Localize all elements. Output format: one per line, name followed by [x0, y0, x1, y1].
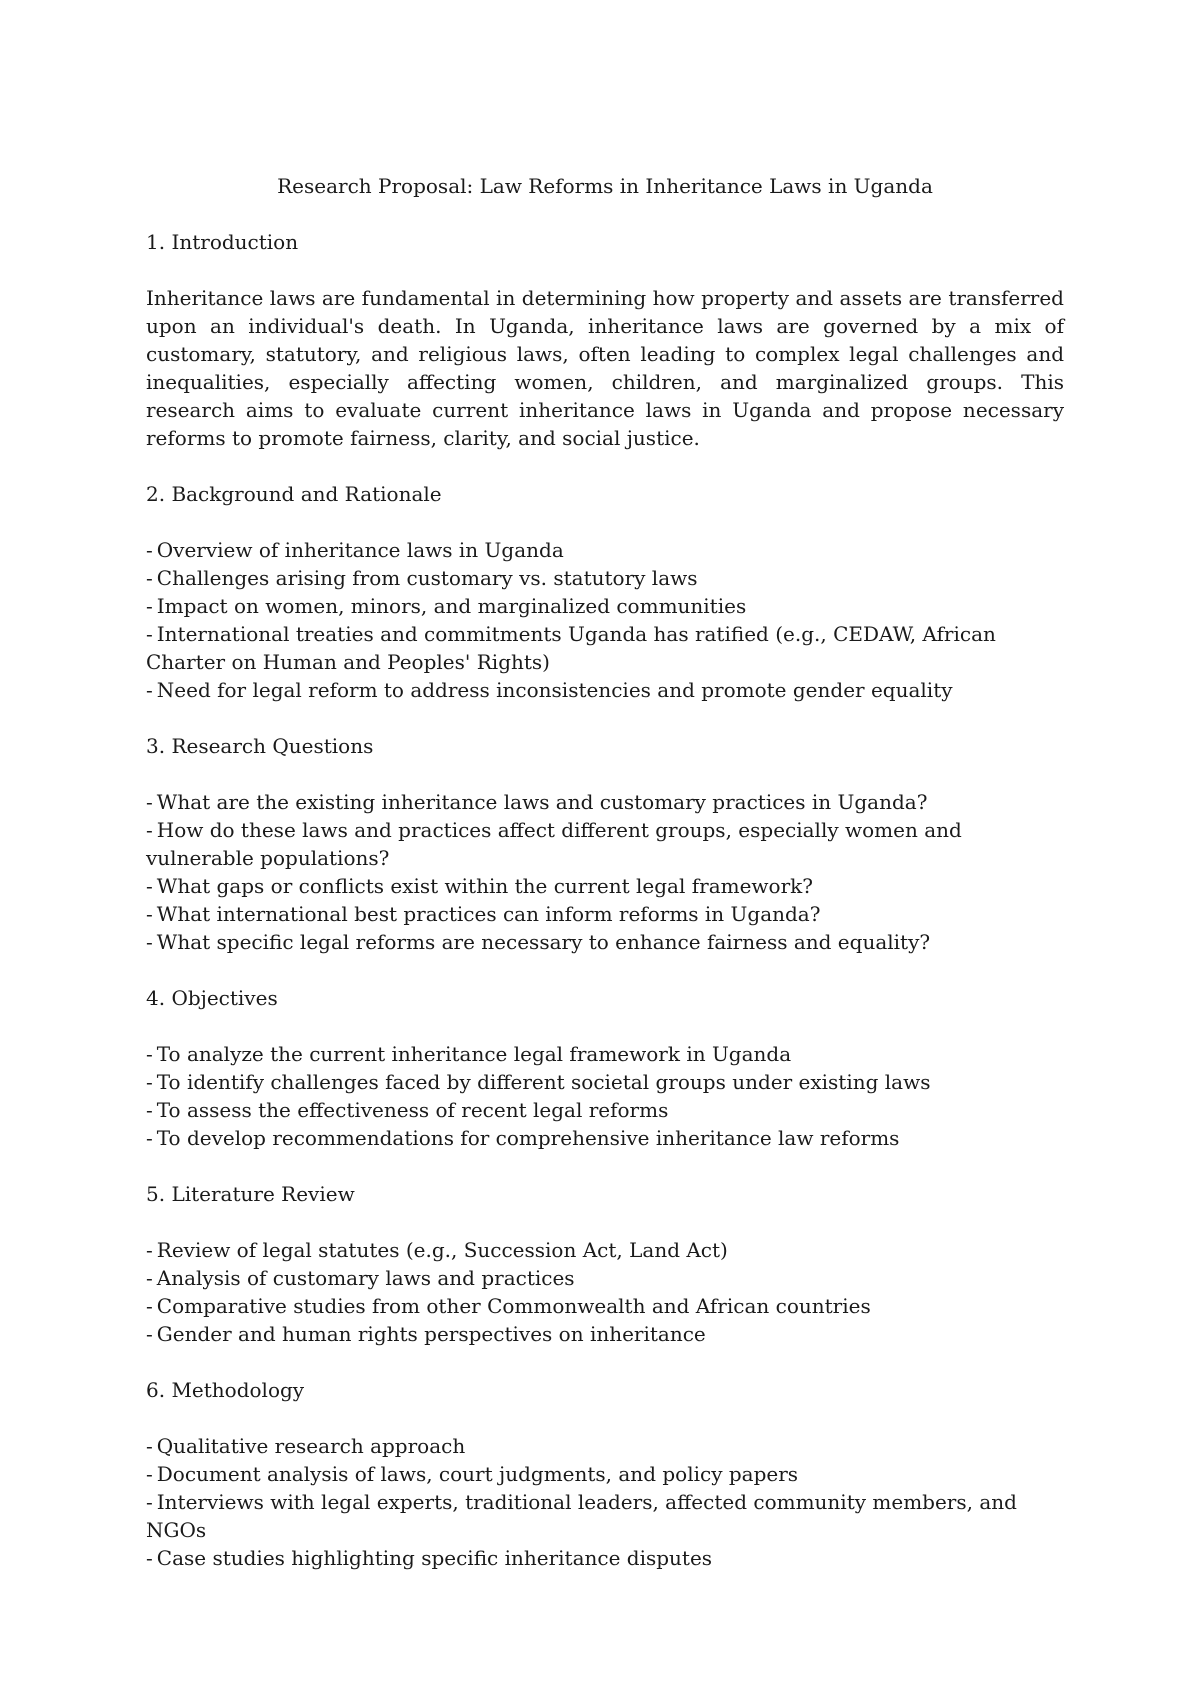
list-item: - To analyze the current inheritance legal framework in Uganda: [146, 1042, 792, 1066]
section-heading-objectives: 4. Objectives: [146, 986, 278, 1010]
methodology-list: [146, 1432, 1064, 1572]
list-item: - What are the existing inheritance laws and customary practices in Uganda?: [146, 790, 928, 814]
objectives-list: [146, 1040, 1064, 1152]
list-item: - Analysis of customary laws and practices: [146, 1266, 575, 1290]
list-item: - To develop recommendations for comprehensive inheritance law reforms: [146, 1126, 900, 1150]
list-item: - Case studies highlighting specific inheritance disputes: [146, 1546, 713, 1570]
list-item: - What gaps or conflicts exist within the current legal framework?: [146, 874, 813, 898]
list-item: - Document analysis of laws, court judgments, and policy papers: [146, 1462, 799, 1486]
list-item: - Challenges arising from customary vs. statutory laws: [146, 566, 698, 590]
list-item: - To assess the effectiveness of recent legal reforms: [146, 1098, 669, 1122]
list-item: - Impact on women, minors, and marginalized communities: [146, 594, 747, 618]
introduction-paragraph: Inheritance laws are fundamental in determining how property and assets are transferred upon an individual's death. In Uganda, inheritance laws are governed by a mix of customary, statutory, and religious laws, often leading to complex legal challenges and inequalities, especially affecting women, children, and marginalized groups. This research aims to evaluate current inheritance laws in Uganda and propose necessary reforms to promote fairness, clarity, and social justice.: [146, 286, 1064, 450]
section-heading-research-questions: 3. Research Questions: [146, 734, 374, 758]
section-heading-literature-review: 5. Literature Review: [146, 1182, 355, 1206]
section-heading-introduction: 1. Introduction: [146, 230, 299, 254]
list-item: - To identify challenges faced by different societal groups under existing laws: [146, 1070, 931, 1094]
literature-review-list: [146, 1236, 1064, 1348]
list-item: - Comparative studies from other Commonwealth and African countries: [146, 1294, 871, 1318]
list-item: - How do these laws and practices affect different groups, especially women and vulnerable populations?: [146, 818, 962, 870]
list-item: - International treaties and commitments Uganda has ratified (e.g., CEDAW, African Charter on Human and Peoples' Rights): [146, 622, 996, 674]
list-item: - Qualitative research approach: [146, 1434, 466, 1458]
research-questions-list: [146, 788, 1064, 956]
section-heading-methodology: 6. Methodology: [146, 1378, 305, 1402]
document-title: Research Proposal: Law Reforms in Inheritance Laws in Uganda: [277, 174, 933, 198]
list-item: - Interviews with legal experts, traditional leaders, affected community members, and NGOs: [146, 1490, 1017, 1542]
list-item: - What specific legal reforms are necessary to enhance fairness and equality?: [146, 930, 931, 954]
background-list: [146, 536, 1064, 704]
list-item: - What international best practices can inform reforms in Uganda?: [146, 902, 821, 926]
list-item: - Overview of inheritance laws in Uganda: [146, 538, 564, 562]
list-item: - Gender and human rights perspectives on inheritance: [146, 1322, 706, 1346]
section-heading-background: 2. Background and Rationale: [146, 482, 442, 506]
document-body: [146, 172, 1064, 1600]
list-item: - Need for legal reform to address inconsistencies and promote gender equality: [146, 678, 953, 702]
list-item: - Review of legal statutes (e.g., Succession Act, Land Act): [146, 1238, 728, 1262]
